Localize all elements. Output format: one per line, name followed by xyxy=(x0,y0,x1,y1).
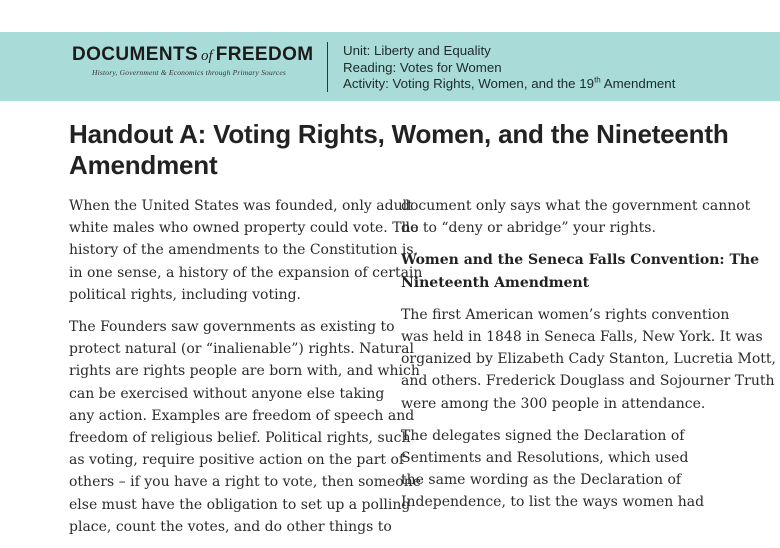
unit-label: Unit: Liberty and Equality xyxy=(343,43,491,58)
brand-title: DOCUMENTS of FREEDOM xyxy=(72,44,314,65)
brand-subtitle: History, Government & Economics through Primary Sources xyxy=(92,68,286,77)
lesson-info xyxy=(343,43,675,93)
header-divider xyxy=(327,42,328,92)
activity-label: Activity: Voting Rights, Women, and the 19th Amendment xyxy=(343,75,676,91)
paragraph-declaration: The delegates signed the Declaration of Sentiments and Resolutions, which used the same wording as the Declaration of Independence, to list the ways women had xyxy=(401,427,705,511)
reading-label: Reading: Votes for Women xyxy=(343,59,502,75)
section-heading: Women and the Seneca Falls Convention: The Nineteenth Amendment xyxy=(401,252,759,291)
paragraph-founding: When the United States was founded, only adult white males who owned property could vote. The history of the amendments to the Constitution is, in one sense, a history of the expansion of certain political rights, including voting. xyxy=(69,198,423,303)
paragraph-continued: document only says what the government cannot do to “deny or abridge” your rights. xyxy=(401,198,751,237)
paragraph-natural-rights: The Founders saw governments as existing to protect natural (or “inalienable”) rights. Natural rights are rights people are born with, and which can be exercised without anyone else taking any action. Examples are freedom of speech and freedom of religious belief. Political rights, such as voting, require positive action on the part of others – if you have a right to vote, then someone else must have the obligation to set up a polling place, count the votes, and do other things to xyxy=(69,319,422,535)
paragraph-seneca-falls: The first American women’s rights convention was held in 1848 in Seneca Falls, New York. It was organized by Elizabeth Cady Stanton, Lucretia Mott, and others. Frederick Douglass and Sojourner Truth were among the 300 people in attendance. xyxy=(401,306,776,412)
brand-logo xyxy=(72,44,312,77)
right-column xyxy=(401,195,776,524)
left-column xyxy=(69,195,423,548)
header-banner xyxy=(0,32,780,101)
page-title: Handout A: Voting Rights, Women, and the Nineteenth Amendment xyxy=(69,119,729,180)
